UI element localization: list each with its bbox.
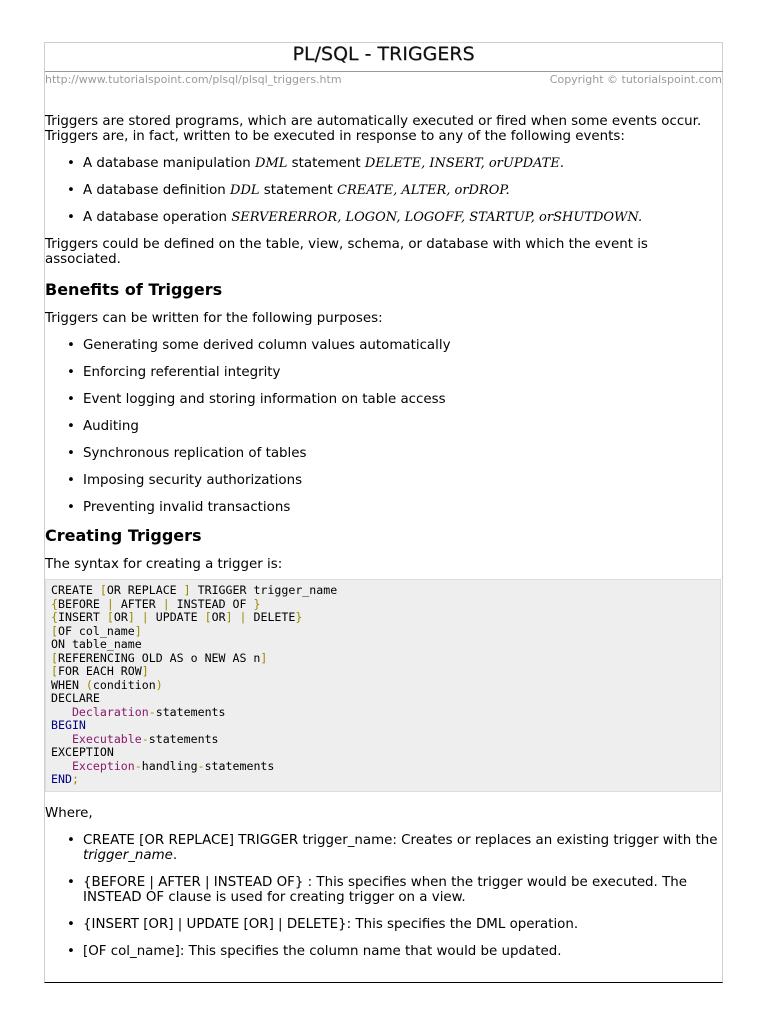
creating-heading: Creating Triggers <box>45 526 202 545</box>
code-line: [OF col_name] <box>51 623 142 638</box>
code-block <box>45 579 721 792</box>
benefits-heading: Benefits of Triggers <box>45 280 223 299</box>
intro-paragraph: Triggers are stored programs, which are automatically executed or fired when some events occur. Triggers are, in fact, written to be executed in response to any of the following events: <box>45 114 702 144</box>
code-line: Executable-statements <box>51 731 219 746</box>
list-item: • Synchronous replication of tables <box>45 446 723 461</box>
code-line: CREATE [OR REPLACE ] TRIGGER trigger_name <box>51 583 338 597</box>
event-list <box>45 156 723 225</box>
list-item: • Imposing security authorizations <box>45 473 723 488</box>
code-line: EXCEPTION <box>51 745 114 759</box>
code-line: [REFERENCING OLD AS o NEW AS n] <box>51 650 268 665</box>
list-item: • Preventing invalid transactions <box>45 500 723 515</box>
code-line: END; <box>51 772 79 786</box>
code-line: ON table_name <box>51 637 142 651</box>
where-label: Where, <box>45 805 93 821</box>
list-item: • Auditing <box>45 419 723 434</box>
list-item: • Enforcing referential integrity <box>45 365 723 380</box>
source-url[interactable]: http://www.tutorialspoint.com/plsql/plsql_triggers.htm <box>45 73 342 86</box>
list-item: • CREATE [OR REPLACE] TRIGGER trigger_name: Creates or replaces an existing trigger with the trigger_name. <box>45 833 723 863</box>
list-item: • A database manipulation DML statement DELETE, INSERT, orUPDATE. <box>45 156 723 171</box>
list-item: • {INSERT [OR] | UPDATE [OR] | DELETE}: This specifies the DML operation. <box>45 917 723 932</box>
list-item: • A database operation SERVERERROR, LOGON, LOGOFF, STARTUP, orSHUTDOWN. <box>45 210 723 225</box>
document-page <box>44 42 723 983</box>
code-line: Exception-handling-statements <box>51 758 275 773</box>
code-line: DECLARE <box>51 691 100 705</box>
code-line: WHEN (condition) <box>51 677 163 692</box>
page-title: PL/SQL - TRIGGERS <box>292 43 475 65</box>
code-line: [FOR EACH ROW] <box>51 664 149 678</box>
list-item: • [OF col_name]: This specifies the column name that would be updated. <box>45 944 723 959</box>
copyright-notice: Copyright © tutorialspoint.com <box>549 73 722 86</box>
creating-lead: The syntax for creating a trigger is: <box>45 557 283 572</box>
list-item: • Event logging and storing information on table access <box>45 392 723 407</box>
code-line: BEGIN <box>51 718 86 732</box>
code-line: {BEFORE | AFTER | INSTEAD OF } <box>51 596 261 611</box>
list-item: • Generating some derived column values automatically <box>45 338 723 353</box>
where-list <box>45 833 723 959</box>
code-line: {INSERT [OR] | UPDATE [OR] | DELETE} <box>51 610 303 624</box>
list-item: • {BEFORE | AFTER | INSTEAD OF} : This specifies when the trigger would be executed. The INSTEAD OF clause is used for creating trigger on a view. <box>45 875 723 905</box>
benefits-lead: Triggers can be written for the following purposes: <box>45 311 383 326</box>
article-body <box>45 114 723 971</box>
title-divider <box>45 71 723 72</box>
defined-paragraph: Triggers could be defined on the table, view, schema, or database with which the event is associated. <box>45 237 648 267</box>
benefits-list <box>45 338 723 515</box>
code-line: Declaration-statements <box>51 704 226 719</box>
list-item: • A database definition DDL statement CREATE, ALTER, orDROP. <box>45 183 723 198</box>
